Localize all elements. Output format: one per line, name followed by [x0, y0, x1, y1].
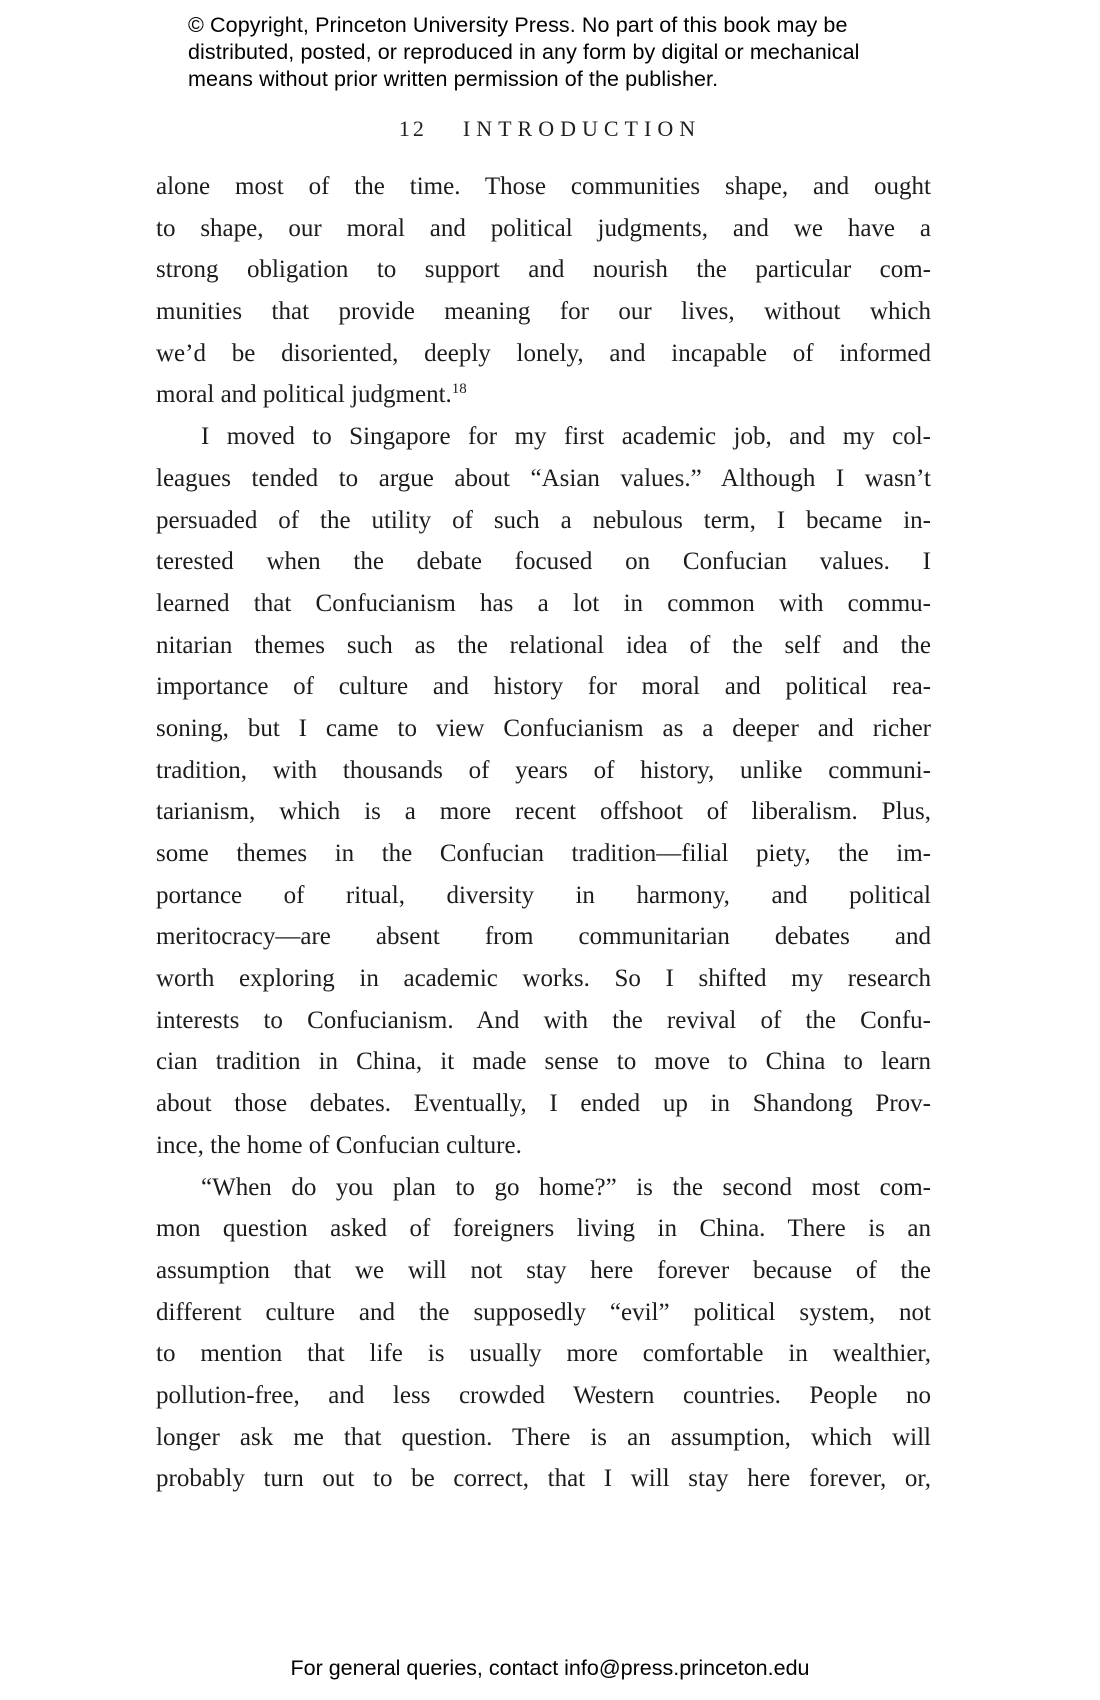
copyright-line: distributed, posted, or reproduced in any form by digital or mechanical: [188, 40, 860, 64]
body-line: about those debates. Eventually, I ended up in Shandong Prov-: [156, 1090, 931, 1118]
footer-contact: For general queries, contact info@press.princeton.edu: [290, 1656, 810, 1680]
body-line: portance of ritual, diversity in harmony, and political: [156, 881, 931, 909]
body-line: to shape, our moral and political judgments, and we have a: [156, 214, 931, 242]
body-line: tradition, with thousands of years of history, unlike communi-: [156, 756, 931, 784]
body-line: alone most of the time. Those communities shape, and ought: [156, 173, 931, 200]
copyright-line: © Copyright, Princeton University Press. No part of this book may be: [188, 13, 848, 37]
body-line: to mention that life is usually more comfortable in wealthier,: [156, 1340, 931, 1368]
body-line: probably turn out to be correct, that I will stay here forever, or,: [156, 1465, 931, 1493]
copyright-line: means without prior written permission of the publisher.: [188, 67, 719, 91]
copyright-notice: [188, 12, 860, 93]
body-line: strong obligation to support and nourish the particular com-: [156, 256, 931, 284]
body-line: cian tradition in China, it made sense to move to China to learn: [156, 1048, 931, 1076]
body-text: [156, 166, 931, 1500]
chapter-title: INTRODUCTION: [462, 116, 702, 141]
body-line: persuaded of the utility of such a nebulous term, I became in-: [156, 506, 931, 534]
body-line: mon question asked of foreigners living in China. There is an: [156, 1215, 931, 1243]
running-head: [0, 116, 1100, 142]
body-line: worth exploring in academic works. So I shifted my research: [156, 965, 931, 993]
body-line: ince, the home of Confucian culture.: [156, 1131, 522, 1159]
body-paragraph: [156, 1167, 931, 1501]
body-line: importance of culture and history for moral and political rea-: [156, 673, 931, 701]
body-line: terested when the debate focused on Confucian values. I: [156, 548, 931, 576]
body-line: tarianism, which is a more recent offshoot of liberalism. Plus,: [156, 798, 931, 826]
body-line: learned that Confucianism has a lot in common with commu-: [156, 589, 931, 617]
body-paragraph: [156, 416, 931, 1166]
body-line: munities that provide meaning for our lives, without which: [156, 298, 931, 326]
body-line: different culture and the supposedly “evil” political system, not: [156, 1298, 931, 1326]
body-line: interests to Confucianism. And with the revival of the Confu-: [156, 1006, 931, 1034]
body-line: I moved to Singapore for my first academic job, and my col-: [201, 423, 931, 451]
body-line: some themes in the Confucian tradition—filial piety, the im-: [156, 840, 931, 867]
body-line: moral and political judgment.$^{18}$: [156, 381, 467, 409]
footnote-ref: 18: [451, 381, 467, 398]
page-number: 12: [398, 116, 427, 141]
body-line: assumption that we will not stay here forever because of the: [156, 1256, 931, 1284]
body-line: soning, but I came to view Confucianism as a deeper and richer: [156, 714, 931, 742]
body-line: “When do you plan to go home?” is the second most com-: [201, 1173, 931, 1201]
body-line: meritocracy—are absent from communitarian debates and: [156, 923, 931, 951]
body-line: pollution-free, and less crowded Western countries. People no: [156, 1381, 931, 1409]
body-line: leagues tended to argue about “Asian values.” Although I wasn’t: [156, 464, 931, 492]
body-line: longer ask me that question. There is an assumption, which will: [156, 1423, 931, 1451]
body-line: we’d be disoriented, deeply lonely, and incapable of informed: [156, 339, 931, 367]
body-paragraph: [156, 166, 931, 416]
body-line: nitarian themes such as the relational idea of the self and the: [156, 631, 931, 659]
